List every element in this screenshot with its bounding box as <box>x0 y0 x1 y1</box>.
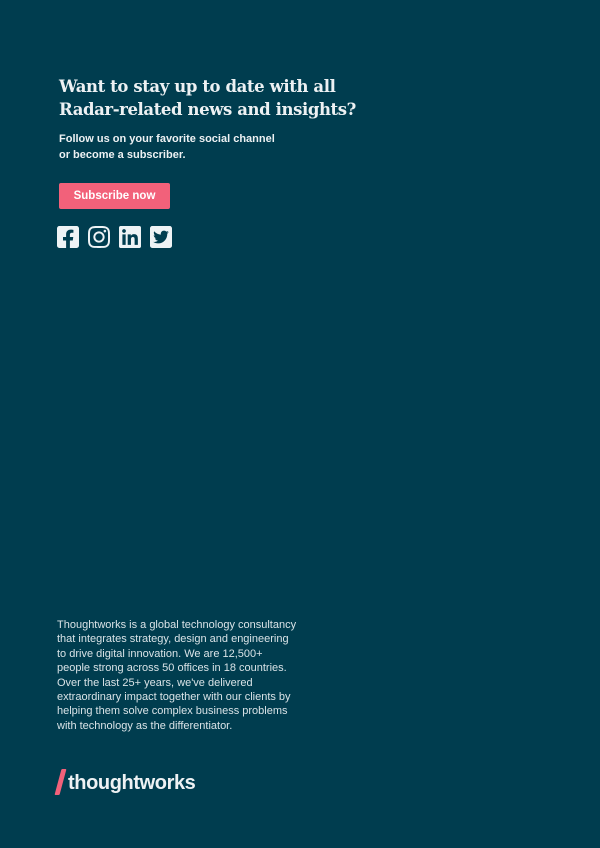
about-text-line: to drive digital innovation. We are 12,500+ <box>57 647 263 660</box>
about-text-line: extraordinary impact together with our clients by <box>57 691 291 704</box>
page-title-line: Want to stay up to date with all <box>59 77 336 96</box>
forward-slash-icon <box>55 769 67 795</box>
about-text-line: that integrates strategy, design and engineering <box>57 633 289 646</box>
facebook-link[interactable] <box>57 226 79 248</box>
thoughtworks-logo <box>58 769 195 795</box>
twitter-icon <box>150 226 172 248</box>
facebook-icon <box>57 226 79 248</box>
instagram-link[interactable] <box>88 226 110 248</box>
social-links <box>57 226 172 248</box>
linkedin-link[interactable] <box>119 226 141 248</box>
subscribe-now-button[interactable]: Subscribe now <box>59 183 170 209</box>
about-text-line: with technology as the differentiator. <box>57 719 233 732</box>
thoughtworks-logo-text: thoughtworks <box>68 772 196 794</box>
twitter-link[interactable] <box>150 226 172 248</box>
page-title <box>59 75 356 121</box>
about-text-line: helping them solve complex business problems <box>57 705 288 718</box>
subscribe-subtitle <box>59 132 275 163</box>
about-text-line: Thoughtworks is a global technology consultancy <box>57 619 297 631</box>
linkedin-icon <box>119 226 141 248</box>
subscribe-subtitle-line: Follow us on your favorite social channel <box>59 133 275 145</box>
page-title-line: Radar-related news and insights? <box>59 100 356 119</box>
about-text-line: Over the last 25+ years, we've delivered <box>57 676 253 689</box>
subscribe-subtitle-line: or become a subscriber. <box>59 148 186 161</box>
about-text-line: people strong across 50 offices in 18 countries. <box>57 662 287 675</box>
instagram-icon <box>88 226 110 248</box>
about-thoughtworks-text <box>57 618 296 733</box>
